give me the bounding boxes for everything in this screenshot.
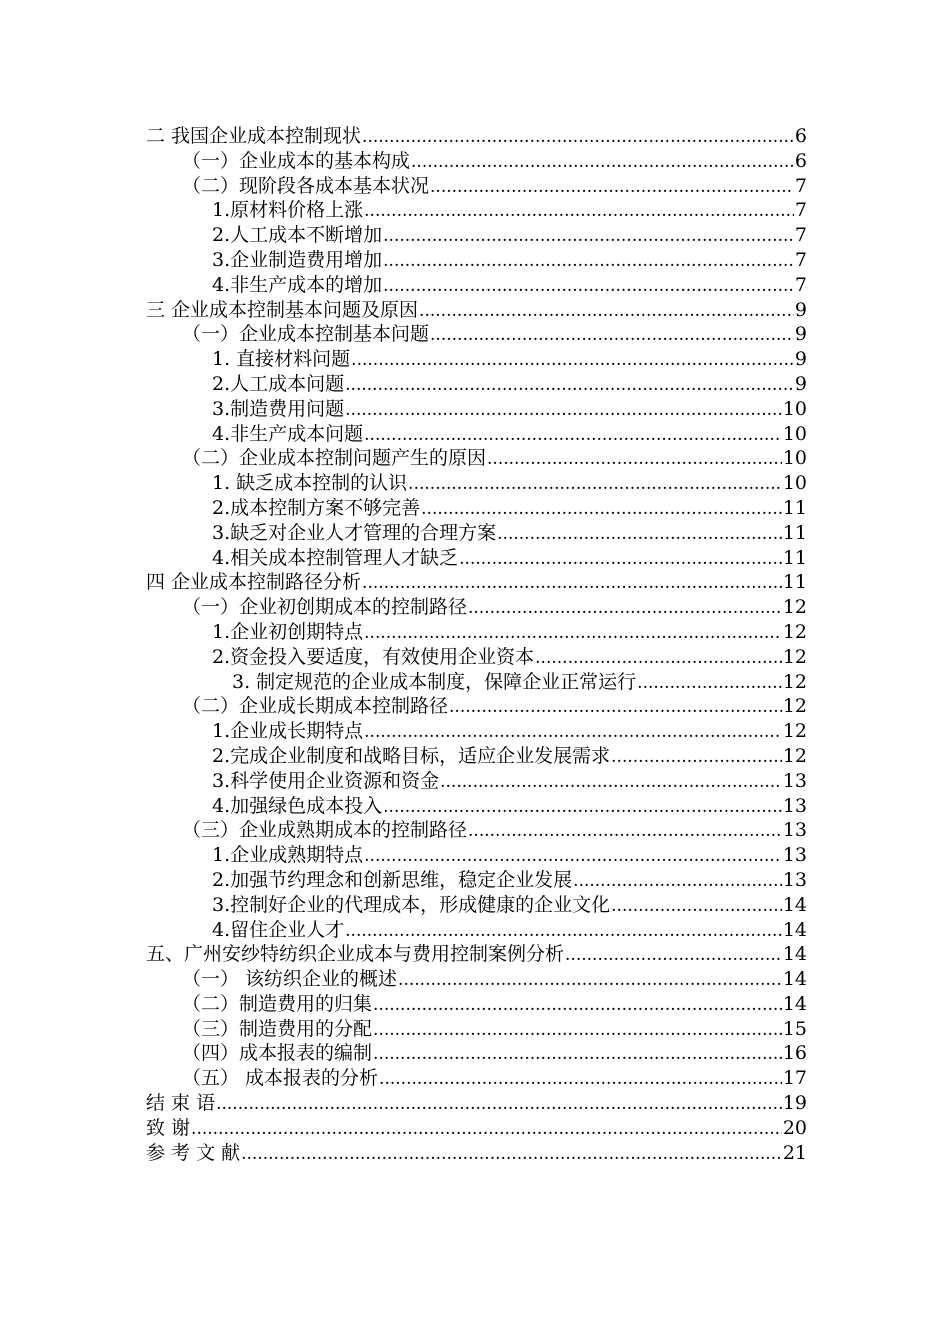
toc-entry-label: 1. 直接材料问题 — [212, 348, 351, 371]
toc-dot-leader — [241, 1142, 782, 1167]
toc-entry-label: 2.完成企业制度和战略目标，适应企业发展需求 — [212, 744, 611, 767]
toc-dot-leader — [565, 943, 782, 968]
toc-entry-label: （三）企业成熟期成本的控制路径 — [182, 819, 468, 842]
toc-page-number: 10 — [782, 472, 807, 495]
toc-dot-leader — [362, 125, 794, 150]
toc-entry[interactable] — [0, 149, 950, 174]
toc-entry[interactable] — [0, 670, 950, 695]
toc-page-number: 14 — [782, 943, 807, 966]
toc-page-number: 13 — [782, 794, 807, 817]
toc-page-number: 6 — [794, 125, 807, 147]
toc-dot-leader — [364, 720, 782, 745]
toc-page-number: 6 — [794, 149, 807, 172]
toc-entry[interactable] — [0, 595, 950, 620]
toc-dot-leader — [345, 398, 782, 423]
toc-entry[interactable] — [0, 992, 950, 1017]
toc-entry[interactable] — [0, 794, 950, 819]
toc-dot-leader — [468, 819, 782, 844]
toc-dot-leader — [216, 1092, 782, 1117]
toc-page-number: 10 — [782, 422, 807, 445]
toc-entry-label: 3.企业制造费用增加 — [212, 248, 383, 271]
toc-dot-leader — [573, 869, 782, 894]
toc-entry-label: （五） 成本报表的分析 — [182, 1067, 379, 1090]
toc-entry[interactable] — [0, 1017, 950, 1042]
toc-entry[interactable] — [0, 347, 950, 372]
toc-entry-label: 二 我国企业成本控制现状 — [146, 125, 362, 147]
toc-dot-leader — [373, 1018, 782, 1043]
toc-entry[interactable] — [0, 1041, 950, 1066]
toc-entry-label: （一） 该纺织企业的概述 — [182, 968, 398, 991]
toc-page-number: 7 — [794, 273, 807, 296]
toc-dot-leader — [383, 224, 794, 249]
toc-page-number: 7 — [794, 174, 807, 197]
toc-entry-label: 1.企业初创期特点 — [212, 620, 364, 643]
toc-dot-leader — [487, 447, 782, 472]
toc-entry[interactable] — [0, 868, 950, 893]
toc-dot-leader — [440, 770, 782, 795]
toc-page-number: 12 — [782, 695, 807, 718]
toc-dot-leader — [637, 671, 782, 696]
toc-entry-label: 2.成本控制方案不够完善 — [212, 496, 421, 519]
toc-entry-label: 三 企业成本控制基本问题及原因 — [146, 298, 419, 321]
toc-dot-leader — [364, 844, 782, 869]
toc-entry[interactable] — [0, 223, 950, 248]
toc-entry[interactable] — [0, 843, 950, 868]
toc-entry-label: 3.缺乏对企业人才管理的合理方案 — [212, 521, 497, 544]
toc-dot-leader — [398, 968, 782, 993]
toc-page-number: 7 — [794, 224, 807, 247]
toc-dot-leader — [611, 894, 782, 919]
toc-entry[interactable] — [0, 620, 950, 645]
toc-dot-leader — [535, 646, 782, 671]
toc-dot-leader — [430, 323, 794, 348]
toc-page-number: 12 — [782, 720, 807, 743]
toc-page-number: 13 — [782, 868, 807, 891]
toc-entry-label: （二）企业成长期成本控制路径 — [182, 695, 449, 718]
toc-entry[interactable] — [0, 1091, 950, 1116]
toc-entry[interactable] — [0, 818, 950, 843]
toc-dot-leader — [449, 695, 782, 720]
toc-dot-leader — [191, 1117, 782, 1142]
toc-page-number: 12 — [782, 645, 807, 668]
toc-entry-label: （一）企业初创期成本的控制路径 — [182, 596, 468, 619]
toc-entry-label: （一）企业成本的基本构成 — [182, 149, 411, 172]
table-of-contents — [0, 124, 950, 1165]
toc-page-number: 14 — [782, 992, 807, 1015]
toc-dot-leader — [419, 299, 794, 324]
toc-entry[interactable] — [0, 1116, 950, 1141]
toc-entry-label: （三）制造费用的分配 — [182, 1017, 373, 1040]
toc-entry-label: 参 考 文 献 — [146, 1141, 241, 1164]
toc-entry-label: 致 谢 — [146, 1116, 191, 1139]
toc-dot-leader — [351, 348, 794, 373]
toc-page-number: 20 — [782, 1116, 807, 1139]
toc-page-number: 13 — [782, 819, 807, 842]
toc-entry[interactable] — [0, 446, 950, 471]
toc-entry[interactable] — [0, 471, 950, 496]
toc-page-number: 17 — [782, 1067, 807, 1090]
toc-entry[interactable] — [0, 570, 950, 595]
toc-page-number: 14 — [782, 968, 807, 991]
toc-dot-leader — [364, 423, 782, 448]
toc-page-number: 10 — [782, 397, 807, 420]
toc-entry[interactable] — [0, 942, 950, 967]
toc-entry-label: （二）制造费用的归集 — [182, 992, 373, 1015]
toc-page-number: 11 — [782, 521, 807, 544]
toc-entry[interactable] — [0, 273, 950, 298]
toc-dot-leader — [373, 1042, 782, 1067]
toc-dot-leader — [408, 472, 782, 497]
toc-entry[interactable] — [0, 198, 950, 223]
toc-entry[interactable] — [0, 124, 950, 149]
toc-entry-label: 3.控制好企业的代理成本，形成健康的企业文化 — [212, 893, 611, 916]
toc-dot-leader — [468, 596, 782, 621]
toc-entry[interactable] — [0, 174, 950, 199]
toc-entry[interactable] — [0, 893, 950, 918]
toc-entry-label: 1.企业成长期特点 — [212, 720, 364, 743]
toc-page-number: 19 — [782, 1092, 807, 1115]
toc-page-number: 15 — [782, 1017, 807, 1040]
toc-entry-label: 1. 缺乏成本控制的认识 — [212, 472, 408, 495]
toc-entry[interactable] — [0, 967, 950, 992]
toc-entry-label: 1.原材料价格上涨 — [212, 199, 364, 222]
toc-page-number: 9 — [794, 298, 807, 321]
toc-entry-label: 3.制造费用问题 — [212, 397, 345, 420]
toc-page-number: 12 — [782, 620, 807, 643]
toc-entry-label: 4.非生产成本的增加 — [212, 273, 383, 296]
toc-page-number: 12 — [782, 596, 807, 619]
toc-dot-leader — [362, 571, 782, 596]
toc-dot-leader — [364, 199, 794, 224]
toc-entry[interactable] — [0, 719, 950, 744]
toc-dot-leader — [497, 522, 782, 547]
toc-page-number: 11 — [782, 571, 807, 594]
toc-dot-leader — [459, 547, 782, 572]
toc-entry-label: 2.人工成本不断增加 — [212, 224, 383, 247]
toc-entry[interactable] — [0, 744, 950, 769]
toc-entry-label: （二）企业成本控制问题产生的原因 — [182, 447, 487, 470]
toc-entry[interactable] — [0, 1066, 950, 1091]
toc-page-number: 7 — [794, 199, 807, 222]
toc-dot-leader — [373, 993, 782, 1018]
toc-entry-label: （一）企业成本控制基本问题 — [182, 323, 430, 346]
toc-entry[interactable] — [0, 546, 950, 571]
toc-dot-leader — [383, 795, 782, 820]
toc-entry-label: （四）成本报表的编制 — [182, 1042, 373, 1065]
toc-page-number: 11 — [782, 496, 807, 519]
toc-entry-label: 四 企业成本控制路径分析 — [146, 571, 362, 594]
toc-page-number: 14 — [782, 893, 807, 916]
toc-page-number: 12 — [782, 670, 807, 693]
toc-entry[interactable] — [0, 397, 950, 422]
toc-page-number: 9 — [794, 323, 807, 346]
toc-dot-leader — [383, 274, 794, 299]
toc-entry-label: （二）现阶段各成本基本状况 — [182, 174, 430, 197]
toc-entry-label: 3.科学使用企业资源和资金 — [212, 769, 440, 792]
toc-entry-label: 4.留住企业人才 — [212, 918, 345, 941]
toc-entry[interactable] — [0, 422, 950, 447]
toc-entry[interactable] — [0, 1141, 950, 1166]
toc-entry-label: 2.资金投入要适度，有效使用企业资本 — [212, 645, 535, 668]
toc-entry[interactable] — [0, 298, 950, 323]
toc-entry[interactable] — [0, 645, 950, 670]
toc-entry-label: 结 束 语 — [146, 1092, 216, 1115]
toc-page-number: 14 — [782, 918, 807, 941]
toc-page-number: 13 — [782, 844, 807, 867]
toc-entry-label: 2.加强节约理念和创新思维，稳定企业发展 — [212, 868, 573, 891]
toc-entry-label: 4.非生产成本问题 — [212, 422, 364, 445]
toc-page-number: 9 — [794, 348, 807, 371]
toc-page-number: 21 — [782, 1141, 807, 1164]
toc-page-number: 13 — [782, 769, 807, 792]
toc-dot-leader — [345, 373, 794, 398]
toc-entry-label: 1.企业成熟期特点 — [212, 844, 364, 867]
toc-page-number: 7 — [794, 248, 807, 271]
toc-dot-leader — [411, 150, 794, 175]
toc-entry-label: 4.相关成本控制管理人才缺乏 — [212, 546, 459, 569]
toc-page-number: 10 — [782, 447, 807, 470]
toc-entry[interactable] — [0, 372, 950, 397]
toc-entry-label: 4.加强绿色成本投入 — [212, 794, 383, 817]
toc-page-number: 16 — [782, 1042, 807, 1065]
toc-dot-leader — [379, 1067, 782, 1092]
toc-page-number: 12 — [782, 744, 807, 767]
toc-entry[interactable] — [0, 694, 950, 719]
toc-entry-label: 2.人工成本问题 — [212, 372, 345, 395]
toc-entry[interactable] — [0, 918, 950, 943]
toc-entry[interactable] — [0, 248, 950, 273]
toc-dot-leader — [345, 919, 782, 944]
toc-page-number: 9 — [794, 372, 807, 395]
toc-entry[interactable] — [0, 521, 950, 546]
toc-entry-label: 五、广州安纱特纺织企业成本与费用控制案例分析 — [146, 943, 565, 966]
toc-entry[interactable] — [0, 496, 950, 521]
toc-entry-label: 3. 制定规范的企业成本制度，保障企业正常运行 — [232, 670, 637, 693]
toc-page-number: 11 — [782, 546, 807, 569]
toc-entry[interactable] — [0, 322, 950, 347]
toc-dot-leader — [383, 249, 794, 274]
toc-entry[interactable] — [0, 769, 950, 794]
toc-dot-leader — [430, 175, 794, 200]
toc-dot-leader — [611, 745, 782, 770]
toc-dot-leader — [364, 621, 782, 646]
toc-dot-leader — [421, 497, 782, 522]
